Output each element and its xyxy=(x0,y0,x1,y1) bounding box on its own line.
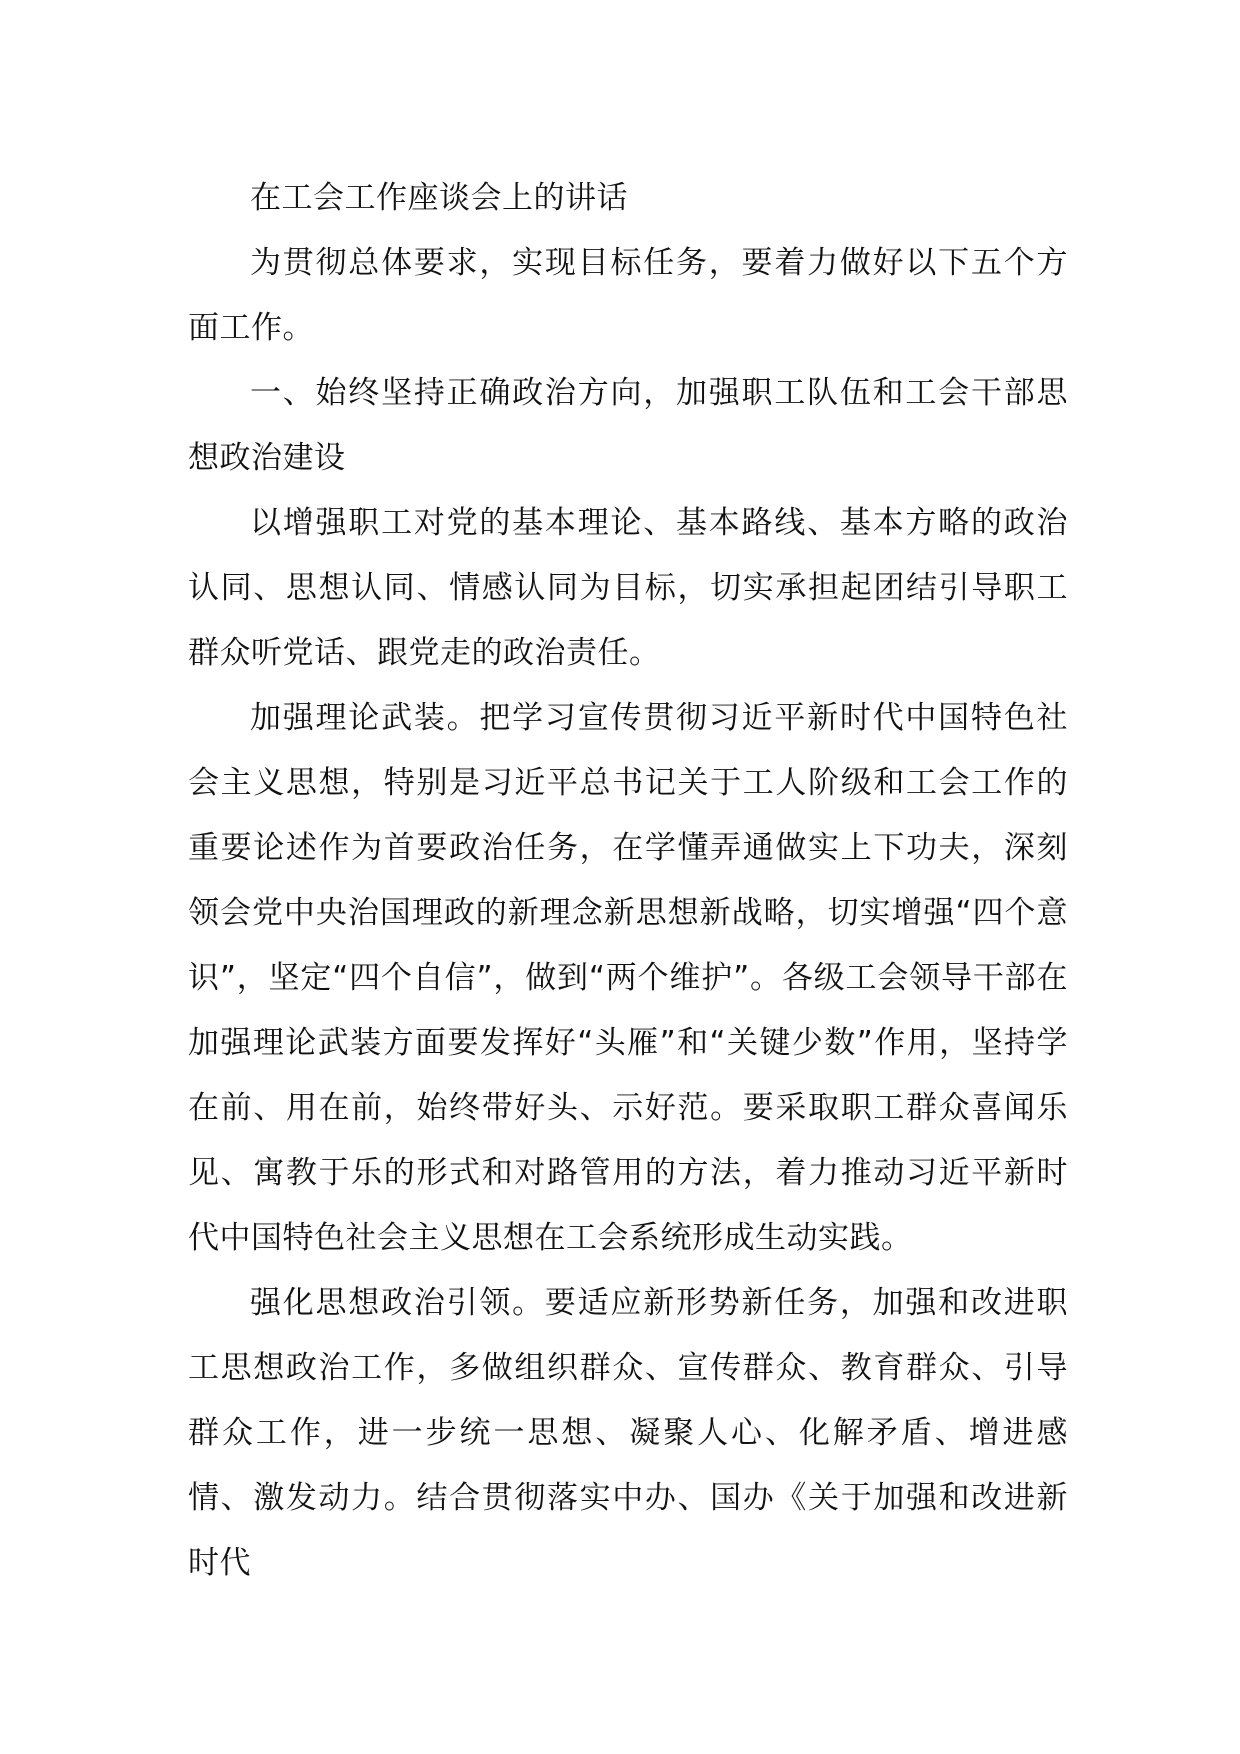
paragraph-theory: 加强理论武装。把学习宣传贯彻习近平新时代中国特色社会主义思想，特别是习近平总书记关于工人阶级和工会工作的重要论述作为首要政治任务，在学懂弄通做实上下功夫，深刻领会党中央治国理政的新理念新思想新战略，切实增强“四个意识”，坚定“四个自信”，做到“两个维护”。各级工会领导干部在加强理论武装方面要发挥好“头雁”和“关键少数”作用，坚持学在前、用在前，始终带好头、示好范。要采取职工群众喜闻乐见、寓教于乐的形式和对路管用的方法，着力推动习近平新时代中国特色社会主义思想在工会系统形成生动实践。 xyxy=(188,700,1068,1256)
document-title: 在工会工作座谈会上的讲话 xyxy=(250,180,628,216)
section-heading-1: 一、始终坚持正确政治方向，加强职工队伍和工会干部思想政治建设 xyxy=(188,375,1068,476)
document-body xyxy=(188,166,1068,1596)
paragraph-guidance: 强化思想政治引领。要适应新形势新任务，加强和改进职工思想政治工作，多做组织群众、宣传群众、教育群众、引导群众工作，进一步统一思想、凝聚人心、化解矛盾、增进感情、激发动力。结合贯彻落实中办、国办《关于加强和改进新时代 xyxy=(188,1285,1068,1581)
paragraph-goal: 以增强职工对党的基本理论、基本路线、基本方略的政治认同、思想认同、情感认同为目标，切实承担起团结引导职工群众听党话、跟党走的政治责任。 xyxy=(188,505,1068,671)
paragraph-intro: 为贯彻总体要求，实现目标任务，要着力做好以下五个方面工作。 xyxy=(188,245,1068,346)
